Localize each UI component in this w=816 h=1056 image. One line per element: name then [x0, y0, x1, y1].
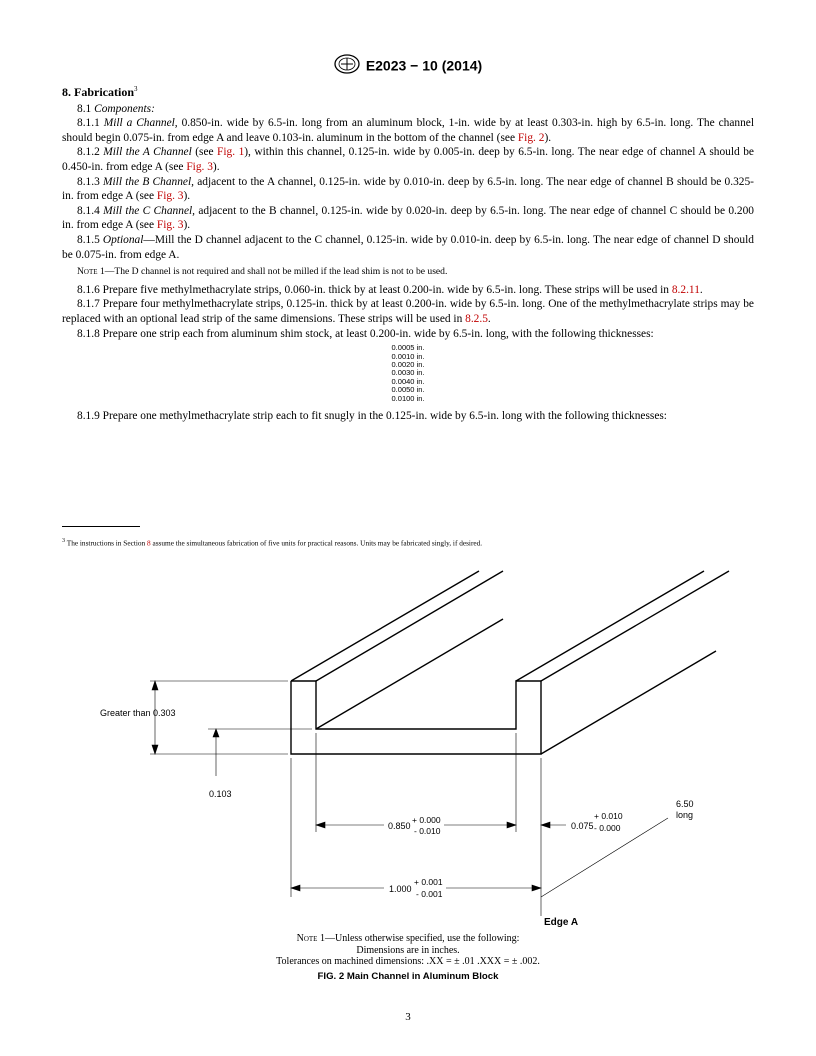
label-edge-a: Edge A	[544, 917, 579, 928]
paragraph-8-1-7: 8.1.7 Prepare four methylmethacrylate strips, 0.125-in. thick by at least 0.200-in. wide by 6.5-in. long. One of the methylmethacrylate strips may be replaced with an optional lead strip of the same dimensions. These strips will be used in 8.2.5.	[62, 298, 754, 325]
channel-drawing	[0, 560, 816, 930]
fig-ref-link[interactable]: Fig. 3	[186, 160, 213, 173]
label-edge-tol-plus: + 0.010	[594, 811, 623, 821]
paragraph-8-1-2: 8.1.2 Mill the A Channel (see Fig. 1), within this channel, 0.125-in. wide by 0.005-in. deep by 6.5-in. long. The near edge of channel A should be 0.450-in. from edge A (see Fig. 3).	[62, 146, 754, 173]
paragraph-8-1-6: 8.1.6 Prepare five methylmethacrylate strips, 0.060-in. thick by at least 0.200-in. wide by 6.5-in. long. These strips will be used in 8.2.11.	[77, 283, 703, 296]
label-block-width: 1.000	[389, 884, 412, 894]
thickness-item: 0.0030 in.	[391, 368, 425, 378]
label-greater-than: Greater than 0.303	[100, 708, 176, 718]
paragraph-8-1-8: 8.1.8 Prepare one strip each from aluminum shim stock, at least 0.200-in. wide by 6.5-in. long, with the following thicknesses:	[77, 327, 654, 340]
standard-designation: E2023 − 10 (2014)	[365, 57, 483, 74]
note-1: Note 1—The D channel is not required and shall not be milled if the lead shim is not to be used.	[77, 266, 448, 278]
section-ref-link[interactable]: 8	[147, 538, 151, 548]
label-edge-offset: 0.075	[571, 821, 594, 831]
section-ref-link[interactable]: 8.2.11	[671, 283, 700, 296]
label-channel-tol-plus: + 0.000	[412, 815, 441, 825]
label-block-tol-minus: - 0.001	[416, 889, 443, 899]
label-channel-width: 0.850	[388, 821, 411, 831]
label-bottom-thickness: 0.103	[209, 789, 232, 799]
page-number: 3	[405, 1011, 411, 1023]
label-length-unit: long	[676, 810, 694, 820]
thickness-list	[62, 344, 754, 403]
fig-ref-link[interactable]: Fig. 3	[156, 219, 184, 232]
section-ref-link[interactable]: 8.2.5	[465, 312, 488, 325]
thickness-item: 0.0010 in.	[391, 351, 425, 361]
thickness-item: 0.0020 in.	[391, 359, 425, 369]
fig-ref-link[interactable]: Fig. 1	[217, 146, 245, 159]
page-header	[0, 54, 816, 77]
thickness-item: 0.0005 in.	[391, 343, 425, 353]
paragraph-8-1-5: 8.1.5 Optional—Mill the D channel adjacent to the C channel, 0.125-in. wide by 0.010-in. deep by 6.5-in. long. The near edge of channel D should be 0.075-in. from edge A.	[62, 233, 754, 261]
paragraph-8-1-9: 8.1.9 Prepare one methylmethacrylate strip each to fit snugly in the 0.125-in. wide by 6.5-in. long with the following thicknesses:	[77, 409, 667, 422]
astm-logo-icon	[334, 54, 360, 77]
paragraph-8-1: 8.1 Components:	[77, 102, 155, 115]
thickness-item: 0.0100 in.	[391, 393, 425, 403]
label-edge-tol-minus: - 0.000	[594, 823, 621, 833]
thickness-item: 0.0050 in.	[391, 385, 425, 395]
footnote-rule	[62, 526, 140, 527]
figure-caption-note: Note 1—Unless otherwise specified, use the following: Dimensions are in inches. Tolerances on machined dimensions: .XX = ± .01 .XXX = ± .002.	[276, 933, 540, 967]
label-channel-tol-minus: - 0.010	[414, 826, 441, 836]
label-length-value: 6.50	[676, 799, 694, 809]
paragraph-8-1-4: 8.1.4 Mill the C Channel, adjacent to the B channel, 0.125-in. wide by 0.020-in. deep by 6.5-in. long. The near edge of channel C should be 0.200 in. from edge A (see Fig. 3).	[62, 204, 754, 232]
thickness-item: 0.0040 in.	[391, 376, 425, 386]
paragraph-8-1-3: 8.1.3 Mill the B Channel, adjacent to the A channel, 0.125-in. wide by 0.010-in. deep by 6.5-in. long. The near edge of channel B should be 0.325-in. from edge A (see Fig. 3).	[62, 175, 754, 203]
footnote: $^3$ The instructions in Section 8 assume the simultaneous fabrication of five units for practical reasons. Units may be fabricated singly, if desired.	[62, 538, 483, 548]
label-block-tol-plus: + 0.001	[414, 877, 443, 887]
section-heading: 8. Fabrication$^3$	[62, 85, 138, 99]
fig-ref-link[interactable]: Fig. 3	[156, 190, 184, 203]
document-body	[62, 82, 754, 424]
figure-title: FIG. 2 Main Channel in Aluminum Block	[317, 971, 499, 982]
paragraph-8-1-1: 8.1.1 Mill a Channel, 0.850-in. wide by 6.5-in. long from an aluminum block, 1-in. wide by at least 0.303-in. high by 6.5-in. long. The channel should begin 0.075-in. from edge A and leave 0.103-in. aluminum in the bottom of the channel (see Fig. 2).	[62, 117, 754, 144]
fig-ref-link[interactable]: Fig. 2	[517, 131, 545, 144]
